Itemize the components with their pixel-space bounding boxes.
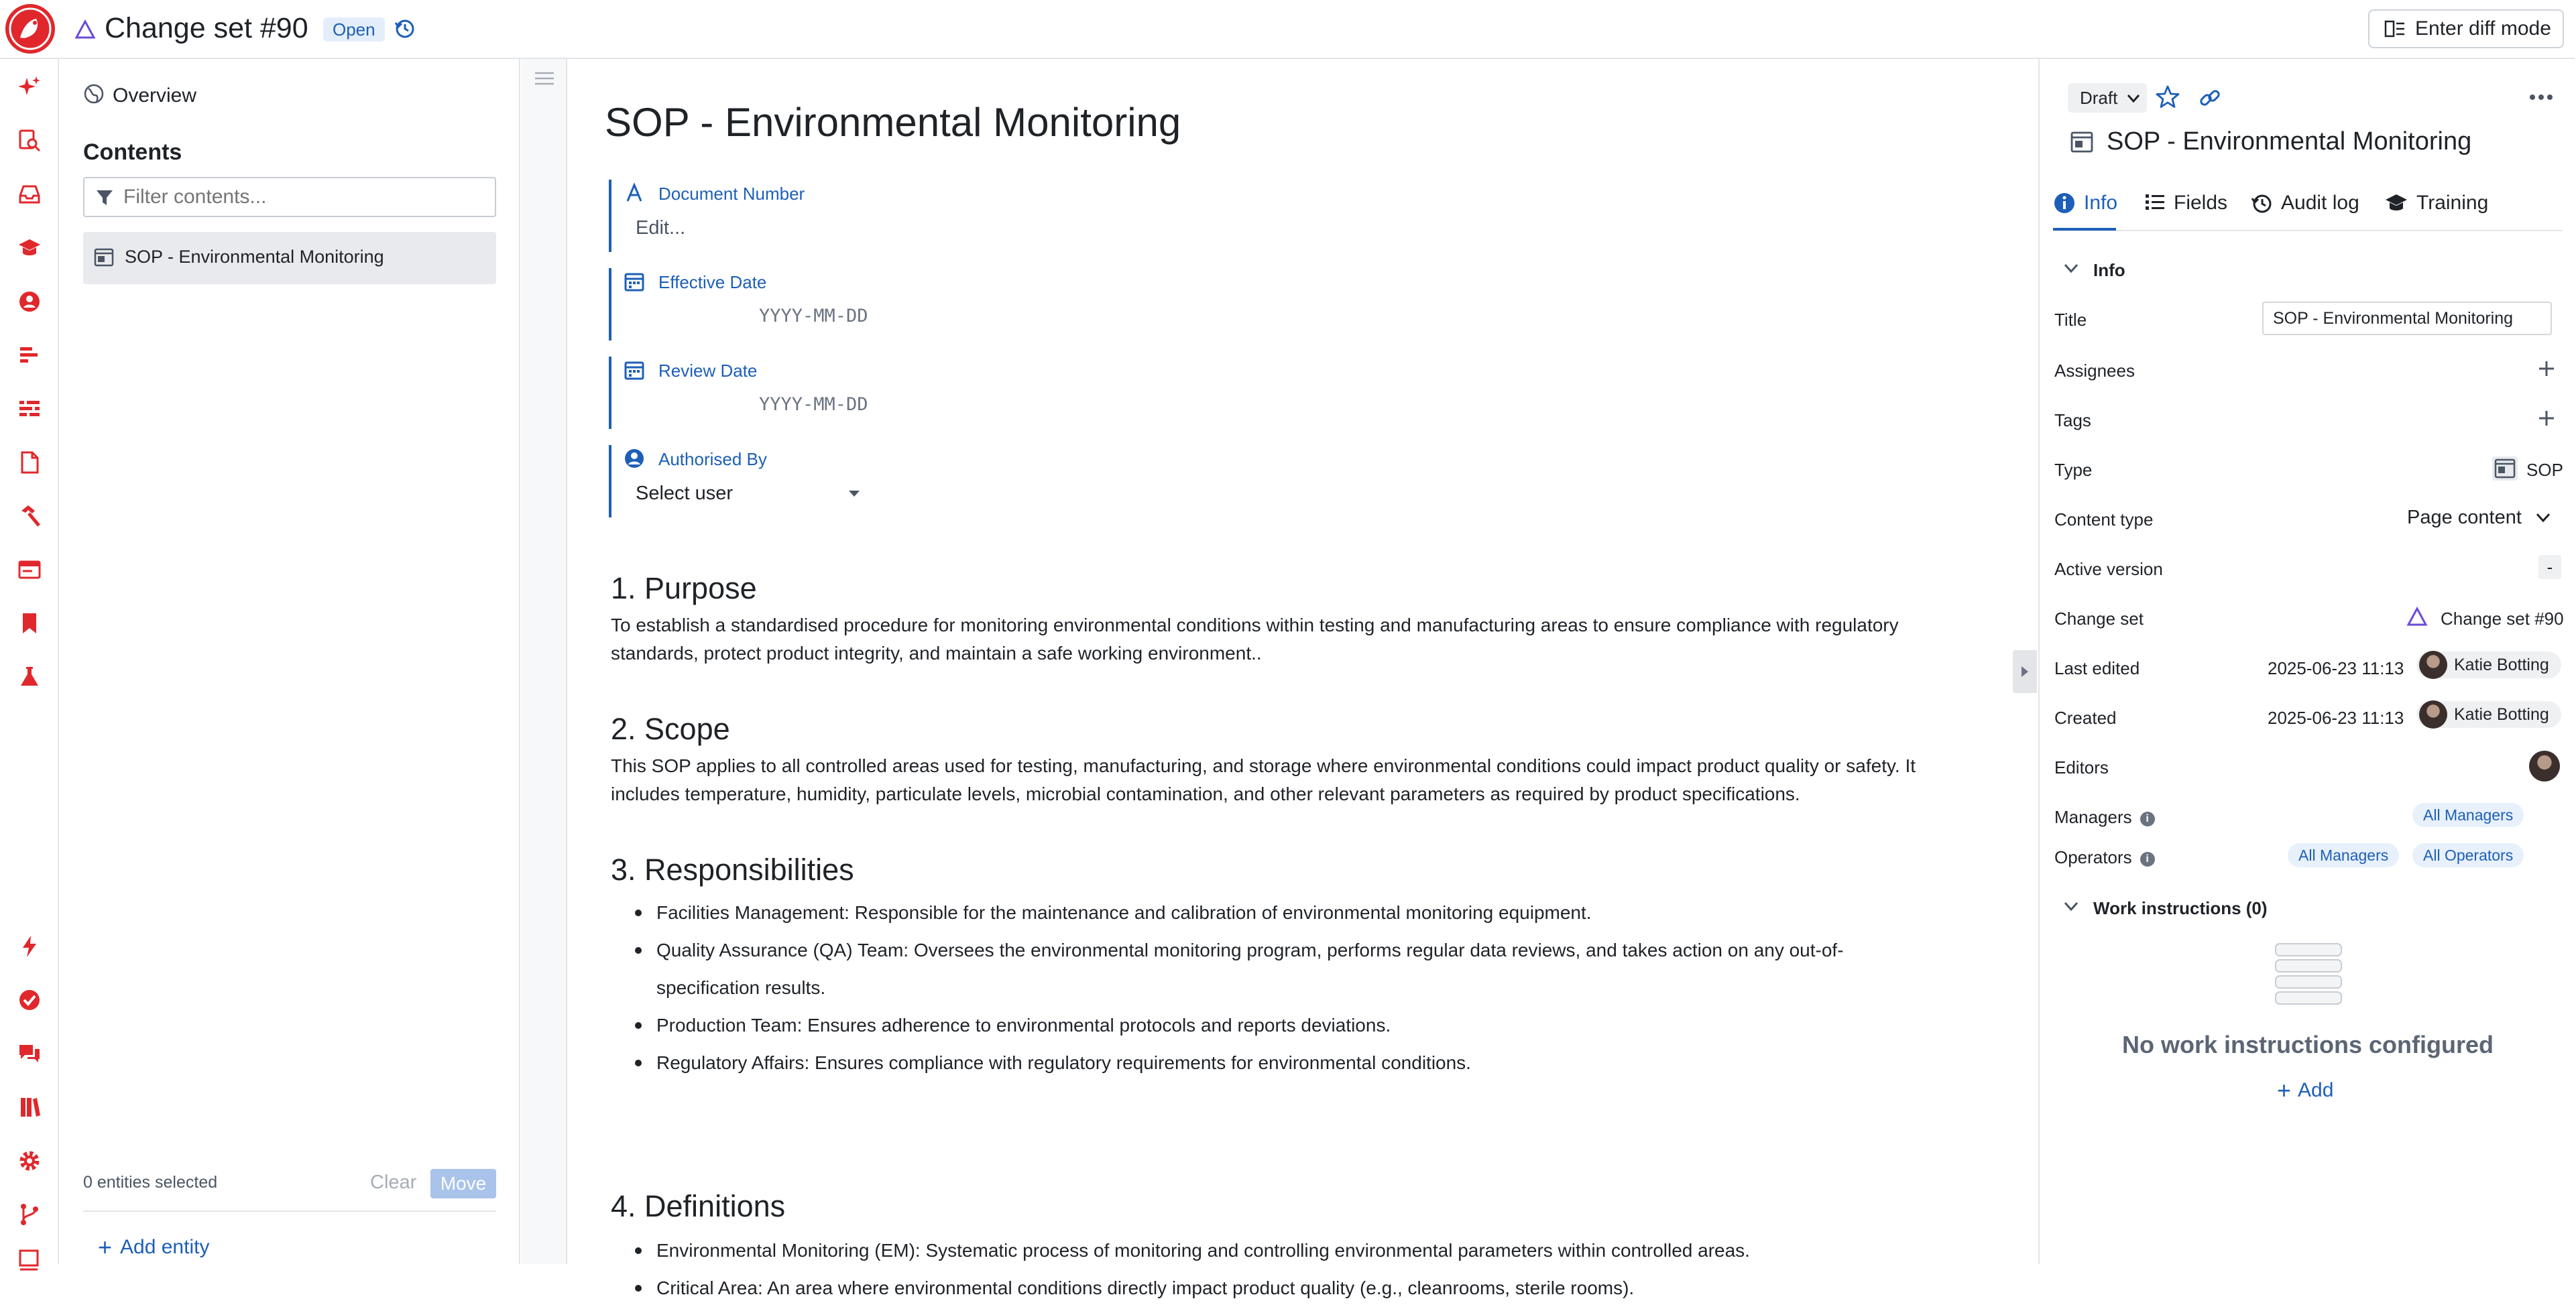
document-icon[interactable]	[17, 450, 42, 475]
purpose-paragraph	[611, 611, 2019, 668]
created-user-pill[interactable]: Katie Botting	[2416, 701, 2561, 728]
review-date-input[interactable]: YYYY-MM-DD	[759, 394, 868, 415]
user-icon	[624, 448, 645, 469]
move-button[interactable]: Move	[430, 1169, 496, 1198]
change-set-icon	[75, 20, 95, 39]
type-value: SOP	[2526, 460, 2563, 480]
tab-label: Audit log	[2281, 192, 2359, 214]
more-options-icon[interactable]	[2529, 94, 2553, 101]
chevron-down-icon[interactable]	[2536, 512, 2551, 523]
gantt-icon[interactable]	[17, 343, 42, 367]
add-assignee-plus-icon[interactable]	[2537, 359, 2556, 378]
tags-label: Tags	[2054, 410, 2091, 430]
page-title: Change set #90	[105, 12, 308, 44]
list-item: Regulatory Affairs: Ensures compliance with regulatory requirements for environmental conditions.	[611, 1044, 2019, 1082]
link-icon[interactable]	[2198, 86, 2222, 110]
scope-line: This SOP applies to all controlled areas used for testing, manufacturing, and storage where environmental conditions could impact product quality or safety. It	[611, 755, 1916, 776]
title-input[interactable]: SOP - Environmental Monitoring	[2262, 302, 2552, 335]
add-entity-label: Add entity	[120, 1236, 210, 1258]
field-label: Effective Date	[658, 272, 767, 292]
chat-icon[interactable]	[17, 1042, 42, 1066]
last-edited-user-pill[interactable]: Katie Botting	[2416, 651, 2561, 678]
editor-avatar[interactable]	[2529, 751, 2560, 782]
section-heading-purpose: 1. Purpose	[611, 571, 757, 605]
calendar-icon	[624, 271, 645, 292]
chevron-down-icon[interactable]	[2064, 263, 2079, 273]
list-icon	[2144, 192, 2166, 213]
status-label: Draft	[2080, 88, 2118, 108]
calendar-icon	[624, 359, 645, 381]
document-editor	[569, 59, 2038, 1298]
list-item: Facilities Management: Responsible for the maintenance and calibration of environmental monitoring equipment.	[611, 894, 2019, 932]
operators-label-text: Operators	[2054, 847, 2132, 867]
plus-icon: +	[2277, 1076, 2292, 1104]
nav-rail	[0, 59, 59, 1264]
scope-paragraph	[611, 752, 2019, 808]
title-label: Title	[2054, 310, 2087, 330]
created-date: 2025-06-23 11:13	[2268, 708, 2404, 728]
active-version-value: -	[2538, 555, 2561, 579]
change-set-icon	[2407, 607, 2427, 626]
tab-audit-log[interactable]	[2250, 192, 2359, 229]
purpose-line: To establish a standardised procedure for monitoring environmental conditions within testing and manufacturing areas to ensure compliance with regulatory	[611, 615, 1899, 635]
purpose-line: standards, protect product integrity, and maintain a safe working environment..	[611, 643, 1262, 664]
status-badge: Open	[323, 17, 385, 42]
assignees-label: Assignees	[2054, 361, 2135, 381]
graduation-cap-icon	[2384, 192, 2408, 214]
tab-fields[interactable]	[2144, 192, 2227, 229]
sliders-icon[interactable]	[17, 397, 42, 421]
empty-list-icon	[2274, 942, 2343, 1007]
info-icon[interactable]: i	[2140, 852, 2155, 867]
content-type-label: Content type	[2054, 509, 2154, 530]
section-heading-definitions: 4. Definitions	[611, 1189, 786, 1223]
field-label: Authorised By	[658, 449, 767, 469]
details-panel	[2038, 59, 2575, 1264]
page-icon	[2070, 131, 2093, 153]
tab-label: Training	[2416, 192, 2489, 214]
search-doc-icon[interactable]	[17, 129, 42, 153]
screen-icon[interactable]	[17, 1247, 42, 1271]
status-dropdown[interactable]	[2068, 83, 2147, 113]
managers-label-text: Managers	[2054, 807, 2132, 827]
plus-icon: +	[98, 1233, 113, 1261]
chevron-down-icon	[2127, 94, 2140, 103]
user-circle-icon[interactable]	[17, 290, 42, 314]
filter-contents-input[interactable]	[83, 177, 496, 217]
avatar	[2419, 700, 2447, 729]
globe-icon	[83, 83, 105, 105]
add-entity-button[interactable]	[98, 1233, 209, 1261]
created-label: Created	[2054, 708, 2117, 728]
check-circle-icon[interactable]	[17, 988, 42, 1012]
operators-chip-managers[interactable]: All Managers	[2288, 843, 2399, 867]
chevron-down-icon	[847, 489, 861, 499]
active-tab-indicator	[2053, 228, 2116, 231]
divider	[83, 1210, 496, 1212]
clear-button[interactable]: Clear	[370, 1172, 417, 1193]
hammer-icon[interactable]	[17, 504, 42, 528]
panel-title: SOP - Environmental Monitoring	[2107, 127, 2472, 155]
change-set-label: Change set	[2054, 609, 2144, 629]
tabs-divider	[2053, 230, 2563, 231]
panel-collapse-tab[interactable]	[2013, 650, 2037, 693]
book-icon[interactable]	[17, 1095, 42, 1119]
drag-handle-icon[interactable]	[534, 71, 555, 86]
scope-line: includes temperature, humidity, particulate levels, microbial contamination, and other relevant parameters as required by product specifications.	[611, 784, 1800, 804]
tree-item-sop[interactable]	[83, 232, 496, 284]
list-item: Production Team: Ensures adherence to environmental protocols and reports deviations.	[611, 1007, 2019, 1044]
tab-label: Info	[2084, 192, 2118, 214]
last-edited-date: 2025-06-23 11:13	[2268, 658, 2404, 678]
info-icon[interactable]: i	[2140, 812, 2155, 826]
tree-item-label: SOP - Environmental Monitoring	[125, 247, 384, 267]
page-icon	[94, 248, 114, 267]
managers-chip[interactable]: All Managers	[2412, 803, 2524, 827]
page-type-icon	[2492, 456, 2518, 481]
effective-date-field[interactable]	[609, 268, 1078, 340]
document-number-field[interactable]	[609, 180, 1078, 252]
field-label: Document Number	[658, 184, 805, 204]
managers-label	[2054, 807, 2155, 828]
sidebar-resize-strip	[522, 59, 567, 1264]
section-heading-responsibilities: 3. Responsibilities	[611, 853, 854, 887]
top-bar	[0, 0, 2575, 59]
flask-icon[interactable]	[17, 665, 42, 689]
type-label: Type	[2054, 460, 2093, 480]
inbox-icon[interactable]	[17, 182, 42, 206]
filter-icon	[95, 189, 114, 206]
effective-date-input[interactable]: YYYY-MM-DD	[759, 306, 868, 326]
gear-icon[interactable]	[17, 1149, 42, 1173]
history-icon[interactable]	[393, 16, 417, 40]
tab-label: Fields	[2174, 192, 2228, 214]
tab-info[interactable]	[2053, 192, 2117, 229]
chevron-right-icon	[2019, 665, 2030, 678]
operators-chip-operators[interactable]: All Operators	[2412, 843, 2524, 867]
work-instructions-toggle[interactable]: Work instructions (0)	[2093, 898, 2268, 918]
avatar	[2419, 651, 2447, 679]
info-section-toggle[interactable]: Info	[2093, 260, 2125, 280]
editors-label: Editors	[2054, 757, 2109, 777]
change-set-link[interactable]: Change set #90	[2441, 609, 2564, 629]
authorised-by-field[interactable]	[609, 445, 1078, 517]
definitions-list	[611, 1232, 2019, 1307]
section-heading-scope: 2. Scope	[611, 712, 730, 746]
add-label: Add	[2298, 1079, 2334, 1101]
overview-link[interactable]: Overview	[113, 84, 197, 107]
bookmark-icon[interactable]	[17, 611, 42, 635]
empty-state-message: No work instructions configured	[2121, 1031, 2494, 1058]
select-user-dropdown[interactable]: Select user	[636, 483, 734, 504]
star-icon[interactable]	[2155, 84, 2180, 110]
operators-label	[2054, 847, 2155, 868]
sparkle-icon[interactable]	[17, 75, 42, 99]
graduation-cap-icon[interactable]	[17, 236, 42, 260]
responsibilities-list	[611, 894, 2019, 1082]
chevron-down-icon[interactable]	[2064, 901, 2079, 912]
app-logo-icon[interactable]	[5, 4, 55, 54]
field-label: Review Date	[658, 361, 758, 381]
document-title[interactable]: SOP - Environmental Monitoring	[605, 100, 1181, 145]
card-icon[interactable]	[17, 558, 42, 582]
content-type-dropdown[interactable]: Page content	[2407, 507, 2522, 528]
contents-sidebar	[60, 59, 520, 1264]
list-item: Quality Assurance (QA) Team: Oversees the environmental monitoring program, performs regular data reviews, and takes action on any out-of-	[611, 932, 2019, 969]
text-field-icon	[624, 182, 645, 204]
history-icon	[2250, 192, 2273, 214]
last-edited-label: Last edited	[2054, 658, 2140, 678]
review-date-field[interactable]	[609, 357, 1078, 429]
active-version-label: Active version	[2054, 559, 2163, 579]
add-work-instruction-button[interactable]	[2277, 1076, 2333, 1105]
tab-training[interactable]	[2384, 192, 2488, 229]
list-item: Environmental Monitoring (EM): Systematic process of monitoring and controlling environmental parameters within controlled areas.	[611, 1232, 2019, 1269]
selection-count: 0 entities selected	[83, 1173, 218, 1192]
contents-heading: Contents	[83, 139, 182, 165]
enter-diff-mode-label: Enter diff mode	[2415, 17, 2551, 40]
add-tag-plus-icon[interactable]	[2537, 409, 2556, 428]
branch-icon[interactable]	[17, 1202, 42, 1227]
info-icon	[2053, 192, 2076, 214]
list-item: Critical Area: An area where environmental conditions directly impact product quality (e.g., cleanrooms, sterile rooms).	[611, 1269, 2019, 1307]
diff-icon	[2384, 19, 2406, 38]
lightning-icon[interactable]	[17, 934, 42, 958]
list-item-continuation: specification results.	[656, 977, 826, 998]
enter-diff-mode-button[interactable]	[2368, 9, 2564, 48]
document-number-input[interactable]: Edit...	[636, 217, 686, 239]
